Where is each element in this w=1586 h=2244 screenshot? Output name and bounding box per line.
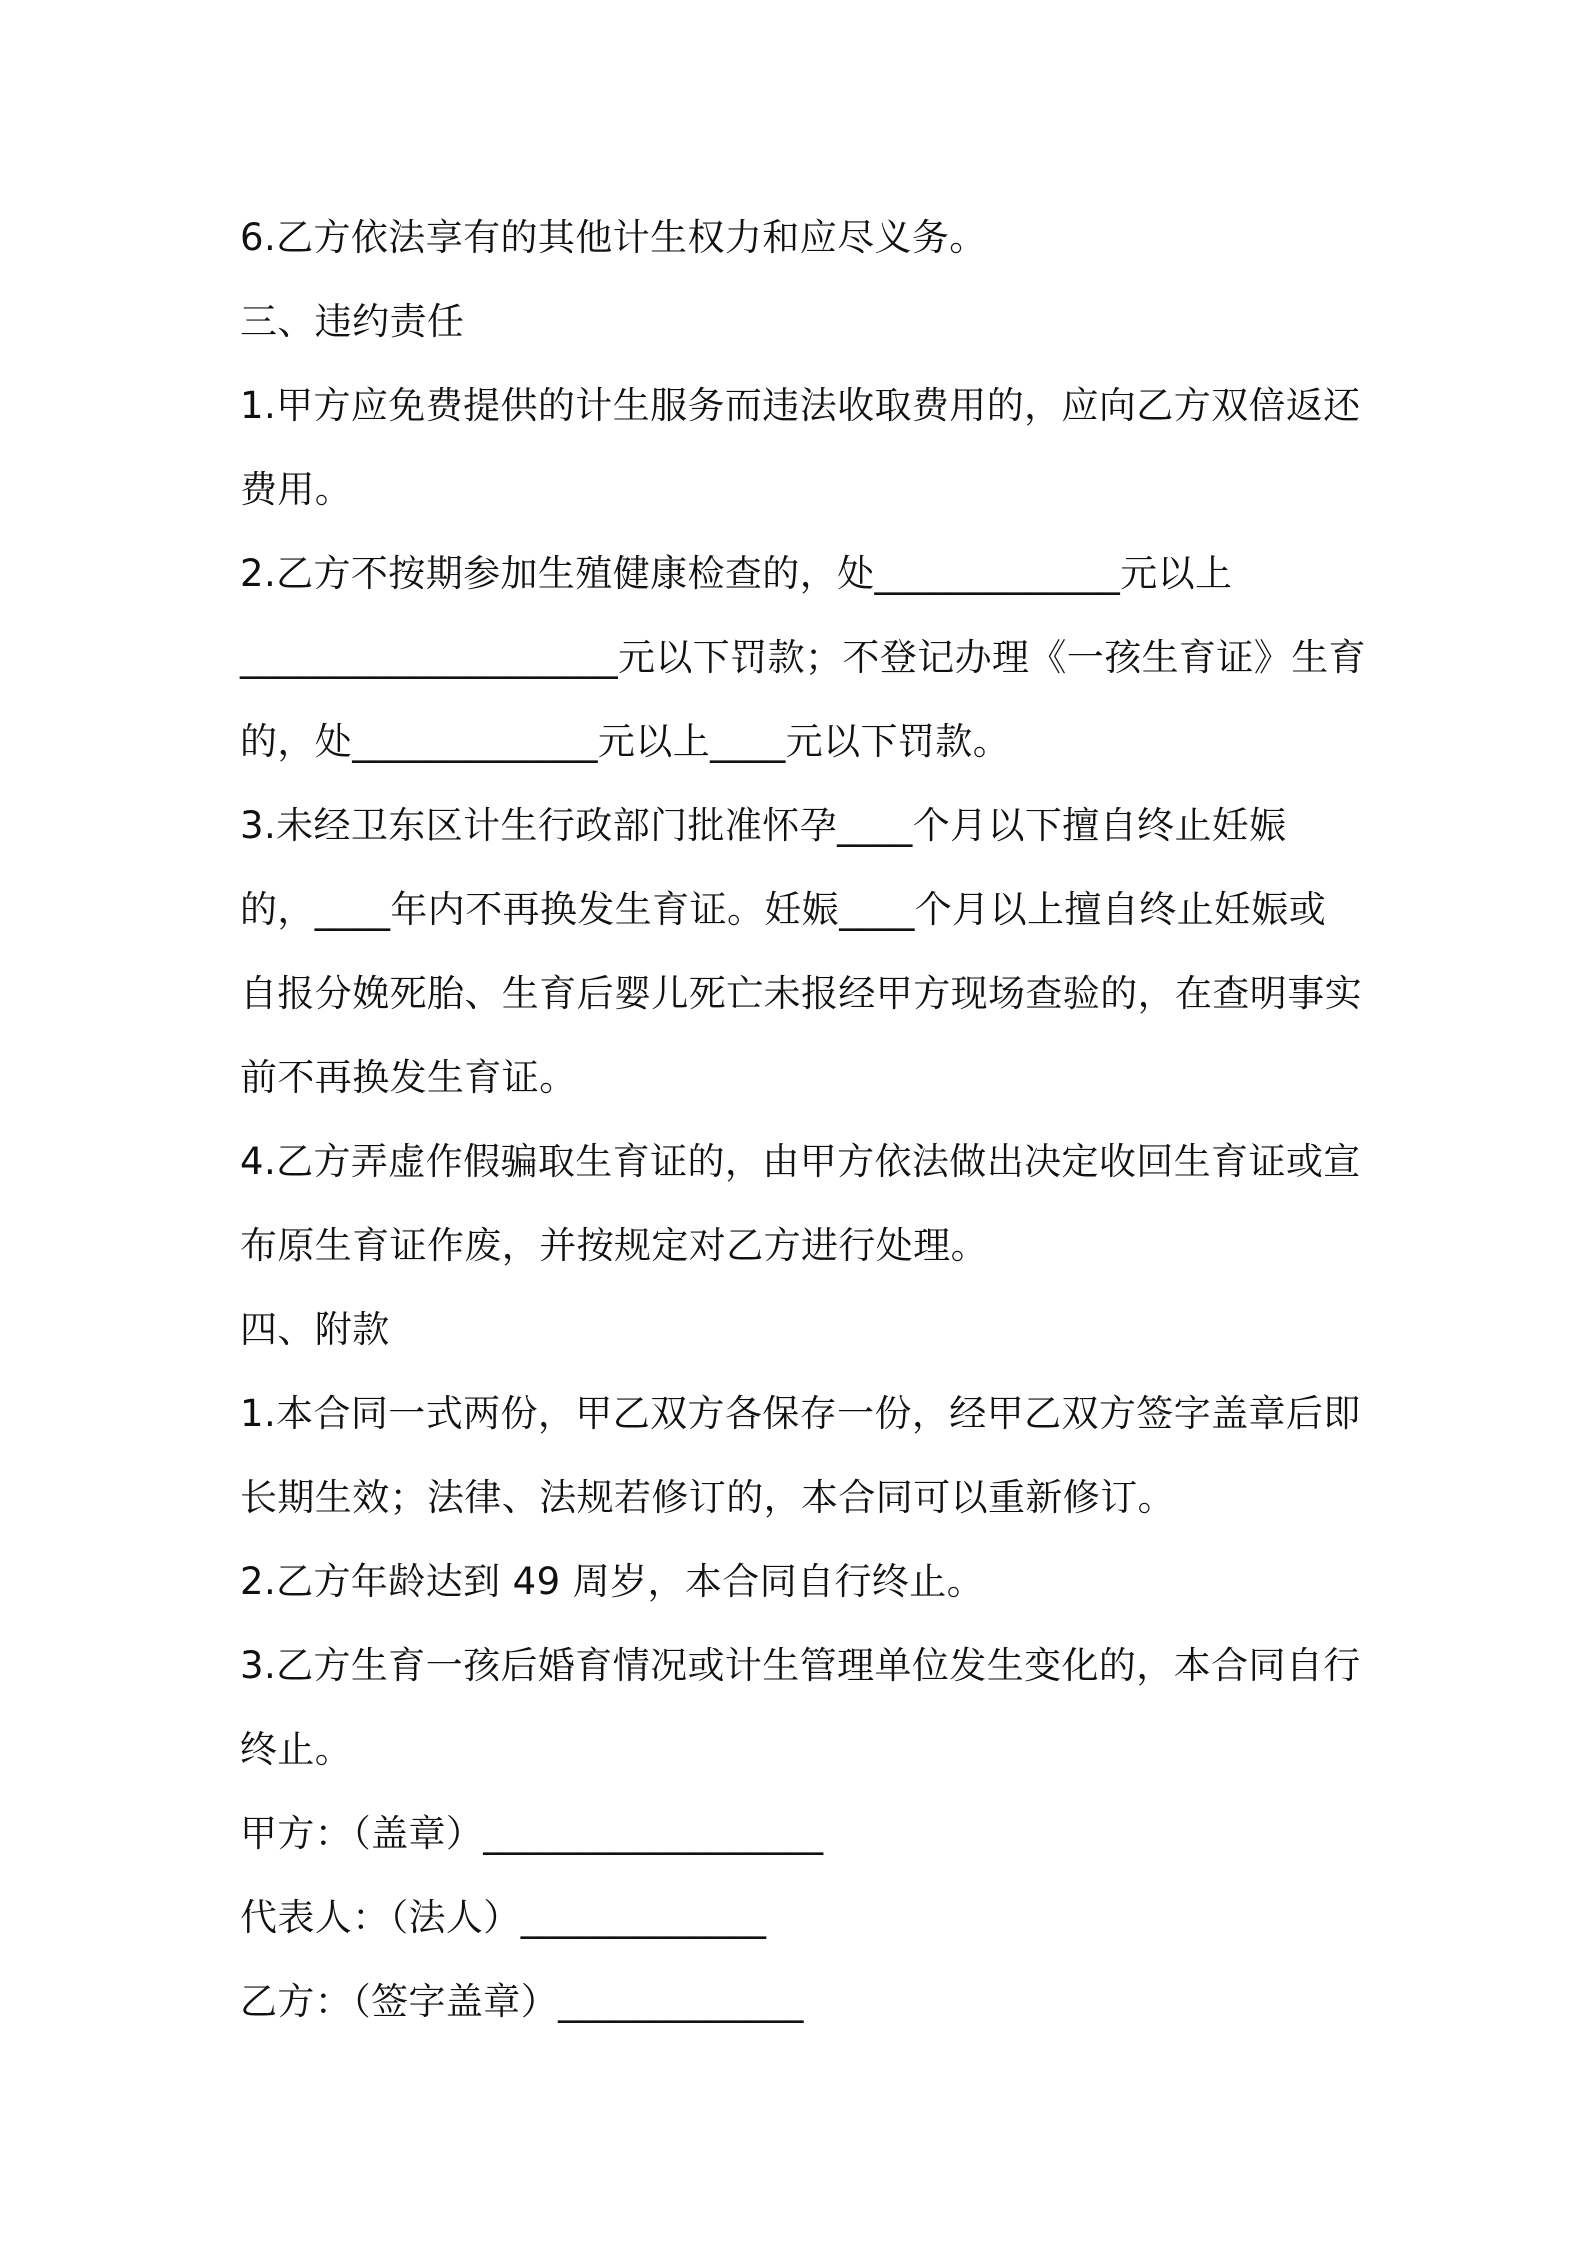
breach-clause-2-line-2: ____________________元以下罚款；不登记办理《一孩生育证》生育 (240, 636, 1366, 679)
breach-clause-2-line-3: 的，处_____________元以上____元以下罚款。 (240, 720, 1011, 763)
breach-clause-4-line-2: 布原生育证作废，并按规定对乙方进行处理。 (240, 1224, 988, 1267)
breach-clause-3-line-3: 自报分娩死胎、生育后婴儿死亡未报经甲方现场查验的，在查明事实 (240, 972, 1362, 1015)
appendix-clause-3-line-2: 终止。 (240, 1728, 353, 1771)
breach-clause-3-line-1: 3.未经卫东区计生行政部门批准怀孕____个月以下擅自终止妊娠 (240, 804, 1287, 847)
document-body (240, 196, 1366, 2044)
clause-6-line: 6.乙方依法享有的其他计生权力和应尽义务。 (240, 216, 987, 259)
appendix-clause-1-line-1: 1.本合同一式两份，甲乙双方各保存一份，经甲乙双方签字盖章后即 (240, 1392, 1361, 1435)
breach-clause-4-line-1: 4.乙方弄虚作假骗取生育证的，由甲方依法做出决定收回生育证或宣 (240, 1140, 1361, 1183)
section-heading-appendix: 四、附款 (240, 1308, 390, 1351)
appendix-clause-2-line: 2.乙方年龄达到 49 周岁，本合同自行终止。 (240, 1560, 985, 1603)
breach-clause-1-line-1: 1.甲方应免费提供的计生服务而违法收取费用的，应向乙方双倍返还 (240, 384, 1361, 427)
signature-party-b: 乙方：（签字盖章）_____________ (240, 1980, 804, 2023)
appendix-clause-3-line-1: 3.乙方生育一孩后婚育情况或计生管理单位发生变化的，本合同自行 (240, 1644, 1361, 1687)
signature-representative: 代表人：（法人）_____________ (240, 1896, 767, 1939)
section-heading-breach: 三、违约责任 (240, 300, 465, 343)
breach-clause-1-line-2: 费用。 (240, 468, 353, 511)
breach-clause-2-line-1: 2.乙方不按期参加生殖健康检查的，处_____________元以上 (240, 552, 1233, 595)
signature-party-a: 甲方：（盖章）__________________ (240, 1812, 824, 1855)
breach-clause-3-line-4: 前不再换发生育证。 (240, 1056, 577, 1099)
breach-clause-3-line-2: 的，____年内不再换发生育证。妊娠____个月以上擅自终止妊娠或 (240, 888, 1327, 931)
appendix-clause-1-line-2: 长期生效；法律、法规若修订的，本合同可以重新修订。 (240, 1476, 1175, 1519)
